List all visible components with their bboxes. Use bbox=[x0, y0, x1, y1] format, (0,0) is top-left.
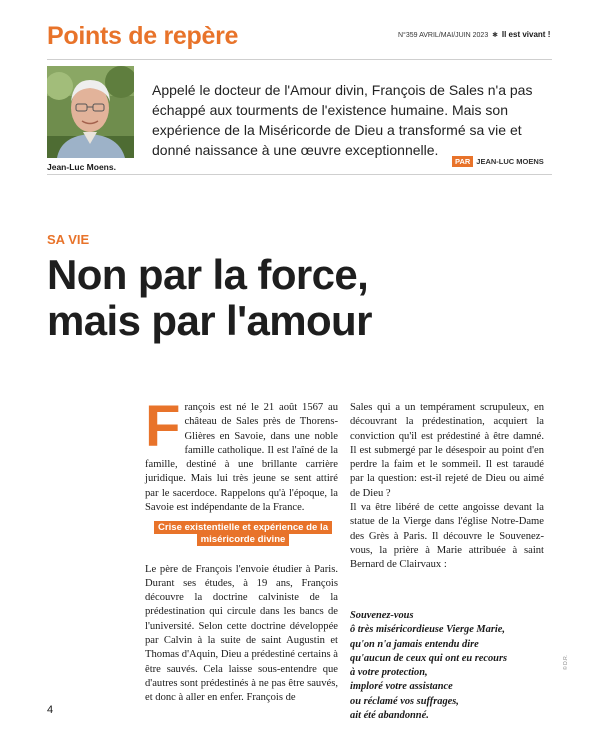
byline-tag: PAR bbox=[452, 156, 473, 167]
author-photo bbox=[47, 66, 134, 158]
prayer-line: à votre protection, bbox=[350, 667, 428, 679]
prayer-line: ou réclamé vos suffrages, bbox=[350, 695, 459, 707]
issue-number: N°359 AVRIL/MAI/JUIN 2023 bbox=[398, 32, 489, 39]
star-icon: ✱ bbox=[490, 32, 500, 39]
article-headline bbox=[47, 252, 372, 344]
prayer-line: ô très miséricordieuse Vierge Marie, bbox=[350, 624, 505, 636]
byline bbox=[452, 157, 544, 166]
byline-author: JEAN-LUC MOENS bbox=[476, 157, 544, 166]
prayer-line: imploré votre assistance bbox=[350, 681, 453, 693]
prayer-line: qu'aucun de ceux qui ont eu recours bbox=[350, 652, 508, 664]
photo-credit: © D.R. bbox=[563, 654, 569, 670]
subheading-text: Crise existentielle et expérience de la miséricorde divine bbox=[154, 521, 332, 546]
column-1-top bbox=[145, 394, 338, 515]
article-kicker: SA VIE bbox=[47, 232, 90, 247]
top-divider bbox=[47, 59, 552, 60]
headline-line-1: Non par la force, bbox=[47, 251, 369, 298]
drop-cap: F bbox=[145, 394, 181, 459]
subheading bbox=[148, 522, 338, 546]
issue-info bbox=[398, 30, 550, 39]
section-title: Points de repère bbox=[47, 22, 239, 50]
prayer-line: Souvenez-vous bbox=[350, 610, 414, 621]
paragraph-2: Le père de François l'envoie étudier à Paris. Durant ses études, à 19 ans, François découvre la doctrine calviniste de la prédestination qui circule dans les bancs de l'université. Selon cette doctrine développée par Calvin à la suite de saint Augustin et Thomas d'Aquin, Dieu a prédestiné certains à être sauvés. Cela laisse sous-entendre que d'autres sont prédestinés à ne pas être sauvés, et donc à aller en enfer. François de bbox=[145, 563, 338, 704]
magazine-name: Il est vivant ! bbox=[501, 30, 551, 39]
intro-divider bbox=[47, 174, 552, 175]
paragraph-3: Sales qui a un tempérament scrupuleux, en découvrant la prédestination, acquiert la conviction qu'il est prédestiné à être damné. Il est submergé par le désespoir au point d'en perdre la faim et le sommeil. Il est taraudé par la question: est-il rejeté de Dieu ou aimé de Dieu ? bbox=[350, 402, 544, 499]
photo-caption: Jean-Luc Moens. bbox=[47, 162, 116, 172]
column-2 bbox=[350, 401, 544, 573]
prayer-quote bbox=[350, 609, 544, 723]
paragraph-1: rançois est né le 21 août 1567 au château de Sales près de Thorens-Glières en Savoie, dans une noble famille catholique. Il est l'aîné de la famille, destiné à une brillante carrière juridique. Mais lui très jeune se sent attiré par le sacerdoce. Rappelons qu'à l'époque, la Savoie est indépendante de la France. bbox=[145, 402, 338, 514]
intro-text: Appelé le docteur de l'Amour divin, François de Sales n'a pas échappé aux tourments de l'existence humaine. Mais son expérience de la Miséricorde de Dieu a transformé sa vie et donné naissance à une œuvre exceptionnelle. bbox=[152, 82, 533, 158]
paragraph-4: Il va être libéré de cette angoisse devant la statue de la Vierge dans l'église Notre-Dame des Grès à Paris. Il découvre le Souvenez-vous, la prière à Marie attribuée à saint Bernard de Clairvaux : bbox=[350, 502, 544, 571]
headline-line-2: mais par l'amour bbox=[47, 297, 372, 344]
page-number: 4 bbox=[47, 704, 54, 716]
prayer-line: qu'on n'a jamais entendu dire bbox=[350, 638, 479, 650]
column-1-bottom bbox=[145, 552, 338, 716]
prayer-line: ait été abandonné. bbox=[350, 710, 429, 722]
